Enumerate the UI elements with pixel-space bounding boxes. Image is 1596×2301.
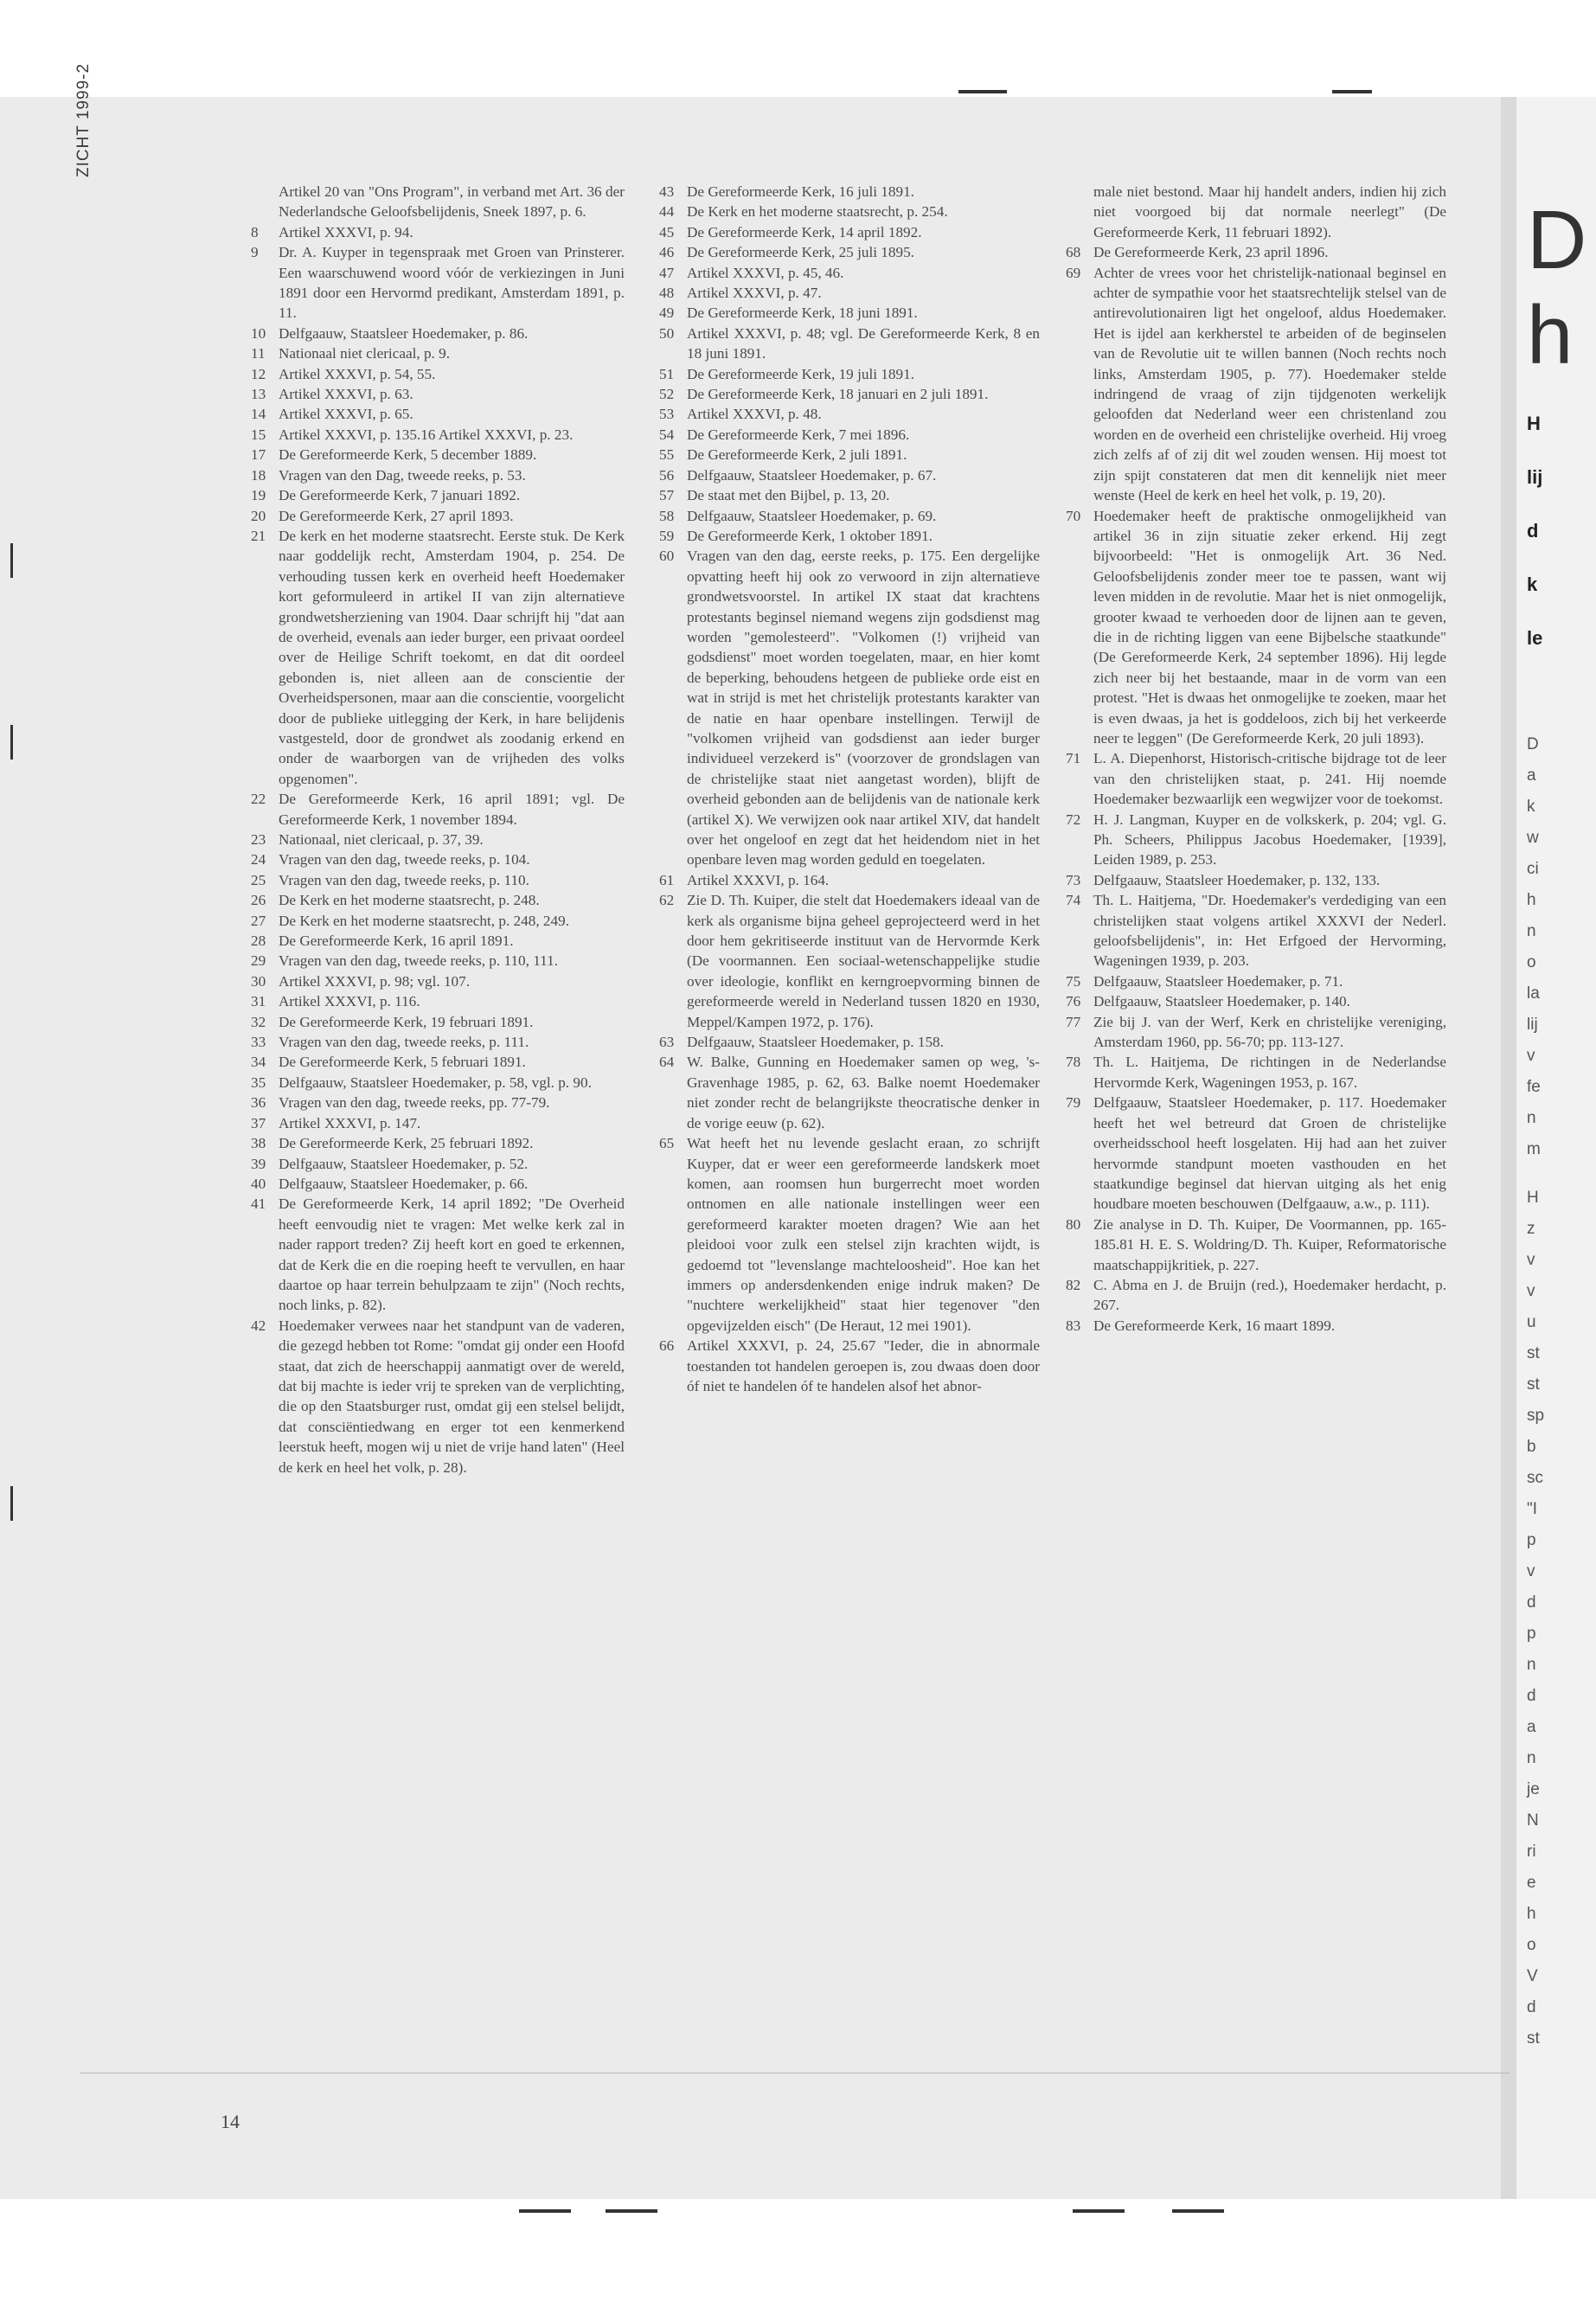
adjacent-text-fragment: lij <box>1527 1016 1538 1034</box>
footnote-text: Delfgaauw, Staatsleer Hoedemaker, p. 71. <box>1093 972 1343 990</box>
footnote-number: 8 <box>251 223 259 240</box>
footnote-number: 12 <box>251 365 266 382</box>
footnote-number: 52 <box>659 386 675 403</box>
adjacent-drop-letter: D <box>1527 194 1587 286</box>
footnote-text: Artikel XXXVI, p. 47. <box>687 285 822 302</box>
footnote-number: 59 <box>659 527 675 544</box>
footnote-text: Vragen van den dag, tweede reeks, p. 110. <box>279 871 529 888</box>
footnote-number: 9 <box>251 244 259 261</box>
footnote-text: Artikel XXXVI, p. 98; vgl. 107. <box>279 972 471 990</box>
footnote-number: 69 <box>1066 264 1081 281</box>
footnote-text: Vragen van den dag, tweede reeks, p. 111. <box>279 1034 529 1051</box>
footnote-number: 23 <box>251 831 266 848</box>
footnote <box>251 849 625 869</box>
footnote-text: Artikel XXXVI, p. 45, 46. <box>687 264 844 281</box>
footnote-number: 40 <box>251 1175 266 1192</box>
scan-edge-mark <box>519 2209 571 2213</box>
footnote-number: 74 <box>1066 892 1081 909</box>
footnote <box>659 425 1040 445</box>
adjacent-text-fragment: h <box>1527 1905 1536 1923</box>
footnote <box>1066 1316 1446 1336</box>
footnote <box>659 263 1040 283</box>
footnote-number: 13 <box>251 386 266 403</box>
adjacent-text-fragment: o <box>1527 953 1536 971</box>
adjacent-text-fragment: n <box>1527 1109 1536 1127</box>
footnote-text: Vragen van den dag, tweede reeks, pp. 77-79. <box>279 1094 550 1112</box>
footnote-number: 10 <box>251 324 266 342</box>
footnote-text: De Gereformeerde Kerk, 27 april 1893. <box>279 507 514 524</box>
footnote <box>659 202 1040 221</box>
footnote-number: 72 <box>1066 811 1081 828</box>
footnote-text: De Gereformeerde Kerk, 1 oktober 1891. <box>687 527 933 544</box>
footnote-text: De Gereformeerde Kerk, 2 juli 1891. <box>687 446 907 464</box>
adjacent-text-fragment: n <box>1527 1656 1536 1674</box>
footnote <box>1066 242 1446 262</box>
footnote-text: De Kerk en het moderne staatsrecht, p. 254. <box>687 203 948 221</box>
footnote-text: Achter de vrees voor het christelijk-nationaal beginsel en achter de sympathie voor het staatsrechtelijk stelsel van de antirevolutionairen ligt het ongeloof, aldus Hoedemaker. Het is ijdel aan kerkherstel te arbeiden of de beginselen van de Revolutie uit te willen bannen (Noch rechts noch links, Amsterdam 1905, p. 77). Hoedemaker stelde indringend de vraag of zijn tijdgenoten werkelijk geloofden dat Nederland weer een christenland zou worden en de overheid een christelijke overheid. Hij vroeg zich zelfs af of zij dit wel zouden wensen. Hij moest tot zijn spijt constateren dat men dit kennelijk niet meer wenste (Heel de kerk en heel het volk, p. 19, 20). <box>1093 264 1446 504</box>
footnote <box>251 1032 625 1052</box>
footnote-number: 46 <box>659 244 675 261</box>
footnote-text: Hoedemaker verwees naar het standpunt van de vaderen, die gezegd hebben tot Rome: "omdat gij onder een Hoofd staat, dat zich de heerschappij aanmatigt over de wereld, dat bij machte is ieder vrij te spreken van de verplichting, die op den Staatsburger rust, omdat gij een stelsel belijdt, dat consciëntiedwang en erger tot een kenmerkend leerstuk heeft, mogen wij u niet de vrije hand laten" (Heel de kerk en heel het volk, p. 28). <box>279 1317 625 1476</box>
footnote-number: 45 <box>659 223 675 240</box>
footnote-number: 65 <box>659 1135 675 1152</box>
footnote-text: Delfgaauw, Staatsleer Hoedemaker, p. 58, vgl. p. 90. <box>279 1074 592 1091</box>
footnote <box>251 1154 625 1174</box>
footnote <box>659 324 1040 364</box>
footnote <box>659 384 1040 404</box>
adjacent-text-fragment: a <box>1527 1718 1536 1736</box>
footnote-text: Vragen van den dag, tweede reeks, p. 110, 111. <box>279 952 559 970</box>
footnote <box>251 343 625 363</box>
footnote-text: Dr. A. Kuyper in tegenspraak met Groen van Prinsterer. Een waarschuwend woord vóór de verkiezingen in Juni 1891 door een Hervormd predikant, Amsterdam 1891, p. 11. <box>279 244 625 322</box>
footnote-number: 30 <box>251 972 266 990</box>
footnote-text: W. Balke, Gunning en Hoedemaker samen op weg, 's-Gravenhage 1985, p. 62, 63. Balke noemt Hoedemaker niet zonder recht de belangrijkste theocratische denker in de vorige eeuw (p. 62). <box>687 1054 1040 1131</box>
footnote-number: 68 <box>1066 244 1081 261</box>
footnote <box>1066 1093 1446 1214</box>
footnote <box>251 1093 625 1112</box>
footnote <box>659 445 1040 465</box>
adjacent-text-fragment: le <box>1527 627 1543 649</box>
footnote <box>251 1174 625 1194</box>
footnote-number: 24 <box>251 851 266 868</box>
footnote <box>659 222 1040 242</box>
footnote-number: 76 <box>1066 993 1081 1010</box>
adjacent-text-fragment: D <box>1527 735 1539 753</box>
footnote-text: De Gereformeerde Kerk, 5 februari 1891. <box>279 1054 526 1071</box>
footnote-number: 48 <box>659 285 675 302</box>
footnote-text: De kerk en het moderne staatsrecht. Eerste stuk. De Kerk naar goddelijk recht, Amsterdam 1904, p. 254. De verhouding tussen kerk en overheid heeft Hoedemaker kort geformuleerd in artikel II van zijn alternatieve grondwetsherziening van 1904. Daar schrijft hij "dat aan de overheid, evenals aan ieder burger, een privaat oordeel over de Heilige Schrift toekomt, en dat dit oordeel gebonden is, niet alleen aan de conscientie der Overheidspersonen, maar aan die conscientie, voorgelicht door de publieke uitlegging der Kerk, in hare belijdenis vastgesteld, door de grondwet als zoodanig erkend en onder de waarborgen van de vrijheden des volks opgenomen". <box>279 527 625 787</box>
footnote-number: 32 <box>251 1013 266 1030</box>
footnote-number: 39 <box>251 1155 266 1172</box>
adjacent-text-fragment: v <box>1527 1282 1535 1300</box>
footnote-text: Delfgaauw, Staatsleer Hoedemaker, p. 117. Hoedemaker heeft het wel betreurd dat Groen de christelijke overheidsschool heeft losgelaten. Hij had aan het zuiver hervormde standpunt moeten vasthouden en het staatkundige beginsel dat hiervan uitging als het enig houdbare moeten beschouwen (Delfgaauw, a.w., p. 111). <box>1093 1094 1446 1213</box>
footnote-number: 83 <box>1066 1317 1081 1334</box>
footnote-text: Delfgaauw, Staatsleer Hoedemaker, p. 66. <box>279 1175 529 1192</box>
footnote <box>659 283 1040 303</box>
footnote-number: 71 <box>1066 750 1081 767</box>
adjacent-page <box>1516 97 1596 2199</box>
footnote-text: De Gereformeerde Kerk, 16 maart 1899. <box>1093 1317 1336 1334</box>
footnote-number: 34 <box>251 1054 266 1071</box>
footnote <box>1066 890 1446 971</box>
footnote-number: 17 <box>251 446 266 464</box>
footnote-text: Wat heeft het nu levende geslacht eraan, zo schrijft Kuyper, dat er weer een gereformeerde landskerk moet komen, aan roomsen hun burgerrecht moet worden ontnomen en alle nationale instellingen weer een gereformeerd karakter moeten dragen? Wie aan het pleidooi voor zulk een stelsel zijn krachten wijdt, is gedoemd tot "levenslange machteloosheid". Hoe kan het immers op andersdenkenden enige indruk maken? De "nuchtere werkelijkheid" staat hier tegenover "den opgevijzelden eisch" (De Heraut, 12 mei 1901). <box>687 1135 1040 1334</box>
footnote-number: 36 <box>251 1094 266 1112</box>
adjacent-text-fragment: st <box>1527 1375 1540 1394</box>
footnote-text: C. Abma en J. de Bruijn (red.), Hoedemaker herdacht, p. 267. <box>1093 1276 1446 1314</box>
adjacent-text-fragment: p <box>1527 1625 1536 1643</box>
adjacent-text-fragment: v <box>1527 1562 1535 1580</box>
footnote <box>1066 263 1446 506</box>
footnote <box>251 506 625 526</box>
footnote-column-2 <box>659 182 1040 1396</box>
footnote-column-1 <box>251 182 625 1477</box>
adjacent-text-fragment: V <box>1527 1967 1538 1985</box>
footnote-number: 20 <box>251 507 266 524</box>
footnote-text: De Gereformeerde Kerk, 5 december 1889. <box>279 446 537 464</box>
footnote <box>659 364 1040 384</box>
adjacent-drop-letter-2: h <box>1527 289 1574 381</box>
adjacent-text-fragment: k <box>1527 798 1535 816</box>
scan-edge-mark <box>606 2209 657 2213</box>
adjacent-text-fragment: d <box>1527 1687 1536 1705</box>
footnote-number: 44 <box>659 203 675 221</box>
footnote-number: 15 <box>251 426 266 443</box>
adjacent-text-fragment: h <box>1527 891 1536 909</box>
footnote-number: 64 <box>659 1054 675 1071</box>
scan-edge-mark <box>10 1486 13 1521</box>
footnote-number: 54 <box>659 426 675 443</box>
footnote-text: De Gereformeerde Kerk, 19 juli 1891. <box>687 365 914 382</box>
adjacent-text-fragment: ri <box>1527 1843 1536 1861</box>
footnote <box>251 404 625 424</box>
adjacent-text-fragment: e <box>1527 1874 1536 1892</box>
footnote-text: Artikel XXXVI, p. 24, 25.67 "Ieder, die in abnormale toestanden tot handelen geroepen is, zou dwaas doen door óf niet te handelen óf te handelen alsof het abnor- <box>687 1337 1040 1394</box>
adjacent-text-fragment: lij <box>1527 466 1543 488</box>
adjacent-text-fragment: la <box>1527 984 1540 1003</box>
footnote-number: 51 <box>659 365 675 382</box>
footnote <box>251 1316 625 1477</box>
scan-edge-mark <box>1073 2209 1125 2213</box>
footnote-text: Vragen van den Dag, tweede reeks, p. 53. <box>279 466 526 484</box>
footnote-continuation: male niet bestond. Maar hij handelt anders, indien hij zich niet voorgoed bij dat normale neerlegt" (De Gereformeerde Kerk, 11 februari 1892). <box>1093 183 1446 240</box>
footnote <box>659 404 1040 424</box>
footnote-number: 80 <box>1066 1215 1081 1233</box>
footnote-number: 70 <box>1066 507 1081 524</box>
footnote <box>251 991 625 1011</box>
footnote <box>659 303 1040 323</box>
footnote-text: Artikel XXXVI, p. 54, 55. <box>279 365 436 382</box>
footnote <box>659 1052 1040 1133</box>
scan-background <box>0 0 1596 97</box>
footnote-text: De Kerk en het moderne staatsrecht, p. 248, 249. <box>279 912 570 929</box>
footnote-number: 77 <box>1066 1013 1081 1030</box>
footnote-number: 62 <box>659 892 675 909</box>
adjacent-text-fragment: H <box>1527 413 1541 434</box>
footnote-text: Vragen van den dag, eerste reeks, p. 175. Een dergelijke opvatting heeft hij ook zo verwoord in zijn alternatieve grondwetsvoorstel. In artikel IX staat dat krachtens protestants beginsel niemand wegens zijn godsdienst mag worden "gemolesteerd". "Volkomen (!) vrijheid van godsdienst" moet worden toegelaten, maar, en hier komt de beperking, behoudens hetgeen de publieke orde eist en wat in strijd is met het christelijk protestants karakter van de natie en haar openbare instellingen. Terwijl de "volkomen vrijheid van godsdienst aan ieder burger individueel verzekerd is" (voorzover de grondslagen van de christelijke staat niet aangetast worden), blijft de overheid gebonden aan de belijdenis van de nationale kerk (artikel X). We verwijzen ook naar artikel XIV, dat handelt over het ongeloof en zegt dat het heidendom niet in het openbare leven mag worden geduld en toegelaten. <box>687 548 1040 868</box>
footnote-number: 29 <box>251 952 266 970</box>
footnote <box>251 911 625 931</box>
footnote-text: De Gereformeerde Kerk, 16 april 1891. <box>279 933 514 950</box>
footnote <box>1066 991 1446 1011</box>
scan-edge-mark <box>958 90 1007 93</box>
footnote-text: Artikel XXXVI, p. 65. <box>279 406 413 423</box>
footnote-number: 73 <box>1066 871 1081 888</box>
footnote-number: 26 <box>251 892 266 909</box>
footnote-number: 57 <box>659 487 675 504</box>
adjacent-text-fragment: st <box>1527 1344 1540 1362</box>
footnote <box>251 364 625 384</box>
footnote-number: 25 <box>251 871 266 888</box>
adjacent-text-fragment: je <box>1527 1780 1540 1798</box>
footnote-number: 75 <box>1066 972 1081 990</box>
footnote-text: Zie bij J. van der Werf, Kerk en christelijke vereniging, Amsterdam 1960, pp. 56-70; pp. 113-127. <box>1093 1013 1446 1051</box>
footnote <box>659 1133 1040 1336</box>
footnote-text: Artikel XXXVI, p. 63. <box>279 386 413 403</box>
adjacent-text-fragment: m <box>1527 1140 1541 1158</box>
adjacent-text-fragment: N <box>1527 1811 1539 1830</box>
adjacent-text-fragment: v <box>1527 1047 1535 1065</box>
footnote <box>1066 810 1446 870</box>
footnote <box>659 870 1040 890</box>
footnote <box>251 425 625 445</box>
footnote-number: 79 <box>1066 1094 1081 1112</box>
adjacent-text-fragment: st <box>1527 2029 1540 2048</box>
footnote <box>251 890 625 910</box>
footnote-text: De Gereformeerde Kerk, 25 februari 1892. <box>279 1135 534 1152</box>
footnote-number: 50 <box>659 324 675 342</box>
adjacent-text-fragment: d <box>1527 520 1539 542</box>
footnote-number: 63 <box>659 1034 675 1051</box>
adjacent-text-fragment: u <box>1527 1313 1536 1331</box>
footnote <box>251 445 625 465</box>
footnote-text: De Gereformeerde Kerk, 7 mei 1896. <box>687 426 910 443</box>
footnote-number: 21 <box>251 527 266 544</box>
footnote-text: Delfgaauw, Staatsleer Hoedemaker, p. 52. <box>279 1155 529 1172</box>
footnote-number: 55 <box>659 446 675 464</box>
footnote-text: De Gereformeerde Kerk, 14 april 1892. <box>687 223 922 240</box>
footnote <box>251 1073 625 1093</box>
footnote-text: Delfgaauw, Staatsleer Hoedemaker, p. 140. <box>1093 993 1350 1010</box>
footnote <box>1066 971 1446 991</box>
footnote-text: Artikel XXXVI, p. 135.16 Artikel XXXVI, p. 23. <box>279 426 574 443</box>
adjacent-text-fragment: fe <box>1527 1078 1541 1096</box>
adjacent-text-fragment: p <box>1527 1531 1536 1549</box>
footnote <box>251 526 625 789</box>
footnote-text: Delfgaauw, Staatsleer Hoedemaker, p. 132, 133. <box>1093 871 1381 888</box>
footnote-number: 41 <box>251 1195 266 1213</box>
adjacent-text-fragment: w <box>1527 829 1539 847</box>
footnote <box>251 789 625 830</box>
footnote-text: Th. L. Haitjema, "Dr. Hoedemaker's verdediging van een christelijken staat volgens artikel XXXVI der Nederl. geloofsbelijdenis", in: Het Erfgoed der Hervorming, Wageningen 1939, p. 203. <box>1093 892 1446 970</box>
footnote <box>659 465 1040 485</box>
footnote-text: Nationaal niet clericaal, p. 9. <box>279 345 451 362</box>
scan-edge-mark <box>10 725 13 760</box>
footnote-text: Delfgaauw, Staatsleer Hoedemaker, p. 158. <box>687 1034 944 1051</box>
footnote-number: 37 <box>251 1114 266 1131</box>
footnote-number: 66 <box>659 1337 675 1355</box>
adjacent-text-fragment: d <box>1527 1593 1536 1612</box>
footnote-text: De Gereformeerde Kerk, 16 juli 1891. <box>687 183 914 200</box>
adjacent-text-fragment: n <box>1527 1749 1536 1767</box>
footnote-number: 14 <box>251 406 266 423</box>
footnote <box>251 951 625 971</box>
adjacent-text-fragment: ci <box>1527 860 1539 878</box>
footnote <box>1066 748 1446 809</box>
page-number: 14 <box>221 2111 240 2132</box>
footnote <box>1066 1275 1446 1316</box>
adjacent-text-fragment: o <box>1527 1936 1536 1954</box>
footnote-text: Nationaal, niet clericaal, p. 37, 39. <box>279 831 484 848</box>
scan-edge-mark <box>1172 2209 1224 2213</box>
scan-edge-mark <box>1332 90 1372 93</box>
adjacent-text-fragment: "I <box>1527 1500 1538 1518</box>
footnote-number: 58 <box>659 507 675 524</box>
running-header: ZICHT 1999-2 <box>74 62 93 177</box>
footnote <box>1066 1215 1446 1275</box>
footnote <box>659 182 1040 202</box>
footnote <box>251 1113 625 1133</box>
footnote-text: Artikel XXXVI, p. 164. <box>687 871 830 888</box>
footnote <box>251 465 625 485</box>
footnote-text: De Gereformeerde Kerk, 18 juni 1891. <box>687 304 918 322</box>
footnote-text: Artikel XXXVI, p. 147. <box>279 1114 421 1131</box>
footnote <box>659 506 1040 526</box>
footnote-number: 33 <box>251 1034 266 1051</box>
footnote-text: L. A. Diepenhorst, Historisch-critische bijdrage tot de leer van den christelijken staat, p. 241. Hij noemde Hoedemaker bezwaarlijk een wegwijzer voor de toekomst. <box>1093 750 1446 808</box>
footnote-text: Artikel XXXVI, p. 94. <box>279 223 413 240</box>
footnote-number: 47 <box>659 264 675 281</box>
footnote <box>659 526 1040 546</box>
footnote <box>1066 1052 1446 1093</box>
footnote-number: 53 <box>659 406 675 423</box>
footnote-text: De Gereformeerde Kerk, 23 april 1896. <box>1093 244 1329 261</box>
footnote-text: Artikel XXXVI, p. 48; vgl. De Gereformeerde Kerk, 8 en 18 juni 1891. <box>687 324 1040 362</box>
footnote-text: De Gereformeerde Kerk, 19 februari 1891. <box>279 1013 534 1030</box>
footnote-text: Vragen van den dag, tweede reeks, p. 104. <box>279 851 530 868</box>
footnote-text: Artikel XXXVI, p. 48. <box>687 406 822 423</box>
footnote <box>251 931 625 951</box>
footnote-text: Zie D. Th. Kuiper, die stelt dat Hoedemakers ideaal van de kerk als organisme bijna geheel geprojecteerd werd in het door hem gekritiseerde instituut van de Hervormde Kerk (De voormannen. Een sociaal-wetenschappelijke studie over ideologie, konflikt en kerngroepvorming binnen de gereformeerde wereld in Nederland tussen 1820 en 1930, Meppel/Kampen 1972, p. 176). <box>687 892 1040 1030</box>
adjacent-text-fragment: a <box>1527 766 1536 785</box>
footnote-number: 27 <box>251 912 266 929</box>
adjacent-text-fragment: sc <box>1527 1469 1543 1487</box>
footnote <box>659 242 1040 262</box>
footnote-number: 82 <box>1066 1276 1081 1293</box>
footnote <box>251 324 625 343</box>
footnote <box>1066 1012 1446 1053</box>
footnote <box>1066 506 1446 749</box>
footnote <box>251 222 625 242</box>
adjacent-text-fragment: H <box>1527 1189 1539 1207</box>
adjacent-text-fragment: z <box>1527 1220 1535 1238</box>
book-spine <box>1501 97 1516 2199</box>
footnote <box>251 1133 625 1153</box>
footnote <box>251 485 625 505</box>
adjacent-text-fragment: k <box>1527 574 1538 595</box>
footnote <box>659 1336 1040 1396</box>
footnote <box>251 971 625 991</box>
footnote-text: De Gereformeerde Kerk, 25 juli 1895. <box>687 244 914 261</box>
footnote-continuation: Artikel 20 van "Ons Program", in verband met Art. 36 der Nederlandsche Geloofsbelijdenis, Sneek 1897, p. 6. <box>279 183 625 221</box>
footnote-text: De staat met den Bijbel, p. 13, 20. <box>687 487 890 504</box>
footnote <box>659 485 1040 505</box>
footnote-number: 43 <box>659 183 675 200</box>
footnote-number: 38 <box>251 1135 266 1152</box>
footnote-number: 60 <box>659 548 675 565</box>
footnote-number: 19 <box>251 487 266 504</box>
adjacent-text-fragment: d <box>1527 1998 1536 2016</box>
footnote <box>659 890 1040 1032</box>
adjacent-text-fragment: n <box>1527 922 1536 940</box>
footnote-text: Th. L. Haitjema, De richtingen in de Nederlandse Hervormde Kerk, Wageningen 1953, p. 167. <box>1093 1054 1446 1091</box>
footnote-number: 18 <box>251 466 266 484</box>
footnote-number: 42 <box>251 1317 266 1334</box>
footnote-number: 61 <box>659 871 675 888</box>
footnote-text: Artikel XXXVI, p. 116. <box>279 993 420 1010</box>
footnote-number: 22 <box>251 791 266 808</box>
footnote <box>251 870 625 890</box>
footnote <box>251 830 625 849</box>
footnote-text: H. J. Langman, Kuyper en de volkskerk, p. 204; vgl. G. Ph. Scheers, Philippus Jacobus Hoedemaker, [1939], Leiden 1989, p. 253. <box>1093 811 1446 868</box>
adjacent-text-fragment: sp <box>1527 1407 1545 1425</box>
adjacent-text-fragment: b <box>1527 1438 1536 1456</box>
footnote-text: Delfgaauw, Staatsleer Hoedemaker, p. 86. <box>279 324 529 342</box>
footnote-number: 78 <box>1066 1054 1081 1071</box>
adjacent-text-fragment: v <box>1527 1251 1535 1269</box>
footnote-number: 31 <box>251 993 266 1010</box>
footnote <box>251 1194 625 1315</box>
footnote-number: 35 <box>251 1074 266 1091</box>
footnote <box>251 384 625 404</box>
footnote <box>251 1052 625 1072</box>
footnote <box>251 242 625 324</box>
footnote-column-3 <box>1066 182 1446 1336</box>
footnote-number: 28 <box>251 933 266 950</box>
footnote-text: Delfgaauw, Staatsleer Hoedemaker, p. 67. <box>687 466 937 484</box>
footnote-number: 11 <box>251 345 266 362</box>
footnote <box>1066 870 1446 890</box>
footnote <box>251 1012 625 1032</box>
footnote-text: Zie analyse in D. Th. Kuiper, De Voormannen, pp. 165-185.81 H. E. S. Woldring/D. Th. Kuiper, Reformatorische maatschappijkritiek, p. 227. <box>1093 1215 1446 1273</box>
footnote <box>659 1032 1040 1052</box>
footnote-text: Hoedemaker heeft de praktische onmogelijkheid van artikel 36 in zijn situatie zeker erkend. Hij zegt bijvoorbeeld: "Het is onmogelijk Art. 36 Ned. Geloofsbelijdenis zonder meer toe te passen, want wij leven midden in de revolutie. Maar het is niet onmogelijk, grooter kwaad te verhoeden door de lijnen aan te geven, die in de richting liggen van eene Bijbelsche staatkunde" (De Gereformeerde Kerk, 24 september 1896). Hij legde zich neer bij het bestaande, maar in de vorm van een protest. "Het is dwaas het onmogelijke te zoeken, maar het is even dwaas, ja het is goddeloos, zich bij het verkeerde neer te leggen" (De Gereformeerde Kerk, 20 juli 1893). <box>1093 507 1446 747</box>
footnote-text: De Gereformeerde Kerk, 14 april 1892; "De Overheid heeft eenvoudig niet te vragen: Met welke kerk zal in nader rapport treden? Zij heeft kort en goed te erkennen, dat de Kerk die en die roeping heeft te vervullen, en haar daartoe op haar terrein behulpzaam te zijn" (Noch rechts, noch links, p. 82). <box>279 1195 625 1314</box>
scan-edge-mark <box>10 543 13 578</box>
footnote <box>659 546 1040 870</box>
footnote-number: 49 <box>659 304 675 322</box>
footnote-text: Delfgaauw, Staatsleer Hoedemaker, p. 69. <box>687 507 937 524</box>
footnote-text: De Kerk en het moderne staatsrecht, p. 248. <box>279 892 540 909</box>
footnote-text: De Gereformeerde Kerk, 16 april 1891; vgl. De Gereformeerde Kerk, 1 november 1894. <box>279 791 625 828</box>
footnote-number: 56 <box>659 466 675 484</box>
footnote-text: De Gereformeerde Kerk, 7 januari 1892. <box>279 487 521 504</box>
footnote-text: De Gereformeerde Kerk, 18 januari en 2 juli 1891. <box>687 386 989 403</box>
